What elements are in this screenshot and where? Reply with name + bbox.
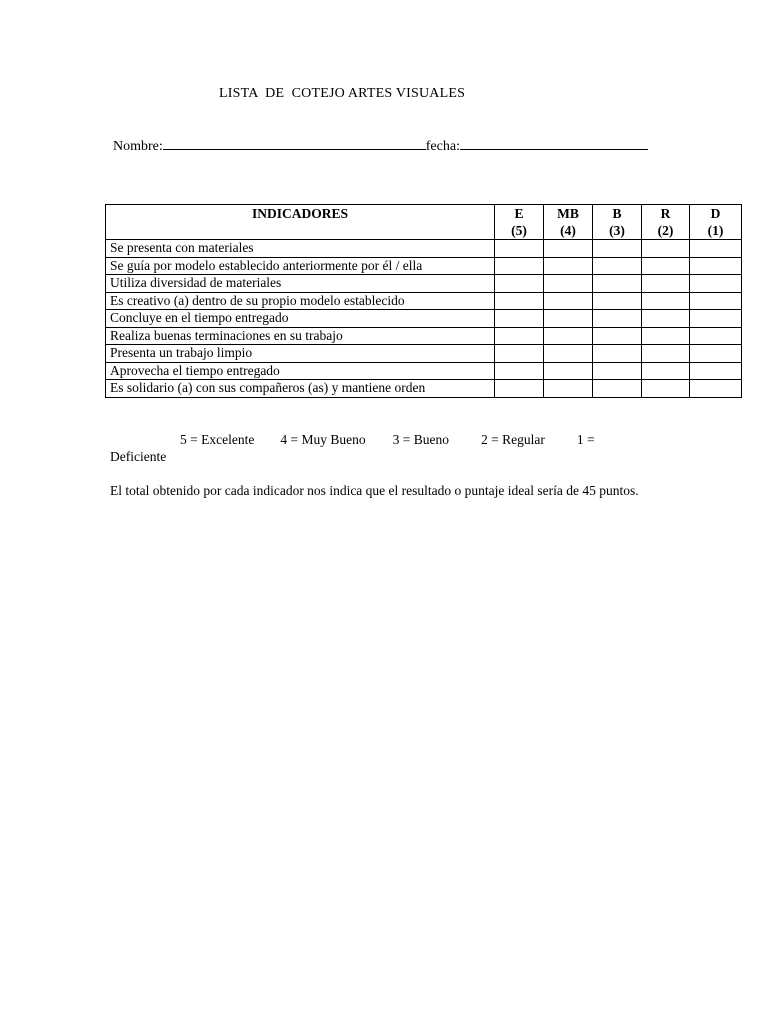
indicator-label: Se guía por modelo establecido anteriormente por él / ella (106, 257, 495, 275)
score-cell-mb[interactable] (544, 362, 593, 380)
legend-continuation: Deficiente (110, 449, 167, 464)
score-cell-d[interactable] (690, 327, 742, 345)
score-cell-r[interactable] (642, 327, 690, 345)
header-mb: MB (4) (544, 205, 593, 240)
legend-item-4: 4 = Muy Bueno (280, 432, 366, 447)
header-r: R (2) (642, 205, 690, 240)
header-indicadores: INDICADORES (106, 205, 495, 240)
score-cell-mb[interactable] (544, 327, 593, 345)
score-cell-d[interactable] (690, 310, 742, 328)
score-cell-d[interactable] (690, 380, 742, 398)
name-blank (163, 136, 426, 150)
date-label: fecha: (425, 139, 460, 154)
score-cell-b[interactable] (593, 275, 642, 293)
score-cell-e[interactable] (495, 362, 544, 380)
table-row (106, 275, 742, 293)
score-cell-b[interactable] (593, 240, 642, 258)
score-cell-mb[interactable] (544, 275, 593, 293)
score-cell-mb[interactable] (544, 257, 593, 275)
document-title: LISTA DE COTEJO ARTES VISUALES (219, 86, 466, 101)
table-row (106, 257, 742, 275)
score-cell-e[interactable] (495, 345, 544, 363)
score-cell-b[interactable] (593, 380, 642, 398)
table-row (106, 327, 742, 345)
score-cell-d[interactable] (690, 362, 742, 380)
score-cell-d[interactable] (690, 257, 742, 275)
score-cell-b[interactable] (593, 362, 642, 380)
score-cell-d[interactable] (690, 275, 742, 293)
name-date-line (113, 136, 648, 155)
score-cell-mb[interactable] (544, 292, 593, 310)
table-row (106, 292, 742, 310)
table-row (106, 380, 742, 398)
name-label: Nombre: (113, 139, 163, 154)
table-header-row (106, 205, 742, 240)
score-cell-mb[interactable] (544, 240, 593, 258)
score-cell-e[interactable] (495, 380, 544, 398)
indicator-label: Concluye en el tiempo entregado (106, 310, 495, 328)
total-note: El total obtenido por cada indicador nos indica que el resultado o puntaje ideal sería de 45 puntos. (110, 483, 639, 498)
score-cell-d[interactable] (690, 240, 742, 258)
indicator-label: Presenta un trabajo limpio (106, 345, 495, 363)
score-cell-r[interactable] (642, 345, 690, 363)
score-cell-e[interactable] (495, 310, 544, 328)
legend-item-5: 5 = Excelente (180, 432, 255, 447)
score-cell-b[interactable] (593, 310, 642, 328)
score-cell-e[interactable] (495, 327, 544, 345)
indicator-label: Es creativo (a) dentro de su propio modelo establecido (106, 292, 495, 310)
table-row (106, 345, 742, 363)
score-cell-b[interactable] (593, 257, 642, 275)
score-cell-b[interactable] (593, 292, 642, 310)
score-cell-r[interactable] (642, 240, 690, 258)
score-cell-r[interactable] (642, 257, 690, 275)
score-cell-mb[interactable] (544, 345, 593, 363)
table-row (106, 240, 742, 258)
score-cell-mb[interactable] (544, 310, 593, 328)
score-cell-mb[interactable] (544, 380, 593, 398)
indicator-label: Aprovecha el tiempo entregado (106, 362, 495, 380)
score-cell-d[interactable] (690, 345, 742, 363)
header-d: D (1) (690, 205, 742, 240)
table-row (106, 362, 742, 380)
score-cell-e[interactable] (495, 275, 544, 293)
header-e: E (5) (495, 205, 544, 240)
legend-item-2: 2 = Regular (480, 432, 545, 447)
legend-item-1: 1 = (576, 432, 595, 447)
score-cell-r[interactable] (642, 380, 690, 398)
indicator-label: Realiza buenas terminaciones en su trabajo (106, 327, 495, 345)
indicator-label: Utiliza diversidad de materiales (106, 275, 495, 293)
rating-legend (110, 431, 662, 465)
score-cell-e[interactable] (495, 240, 544, 258)
date-blank (460, 136, 648, 150)
score-cell-r[interactable] (642, 310, 690, 328)
indicator-label: Es solidario (a) con sus compañeros (as) y mantiene orden (106, 380, 495, 398)
score-cell-d[interactable] (690, 292, 742, 310)
table-row (106, 310, 742, 328)
checklist-table (105, 204, 742, 398)
score-cell-r[interactable] (642, 275, 690, 293)
score-cell-b[interactable] (593, 327, 642, 345)
score-cell-b[interactable] (593, 345, 642, 363)
score-cell-e[interactable] (495, 292, 544, 310)
score-cell-r[interactable] (642, 362, 690, 380)
header-b: B (3) (593, 205, 642, 240)
score-cell-r[interactable] (642, 292, 690, 310)
indicator-label: Se presenta con materiales (106, 240, 495, 258)
score-cell-e[interactable] (495, 257, 544, 275)
legend-item-3: 3 = Bueno (392, 432, 449, 447)
